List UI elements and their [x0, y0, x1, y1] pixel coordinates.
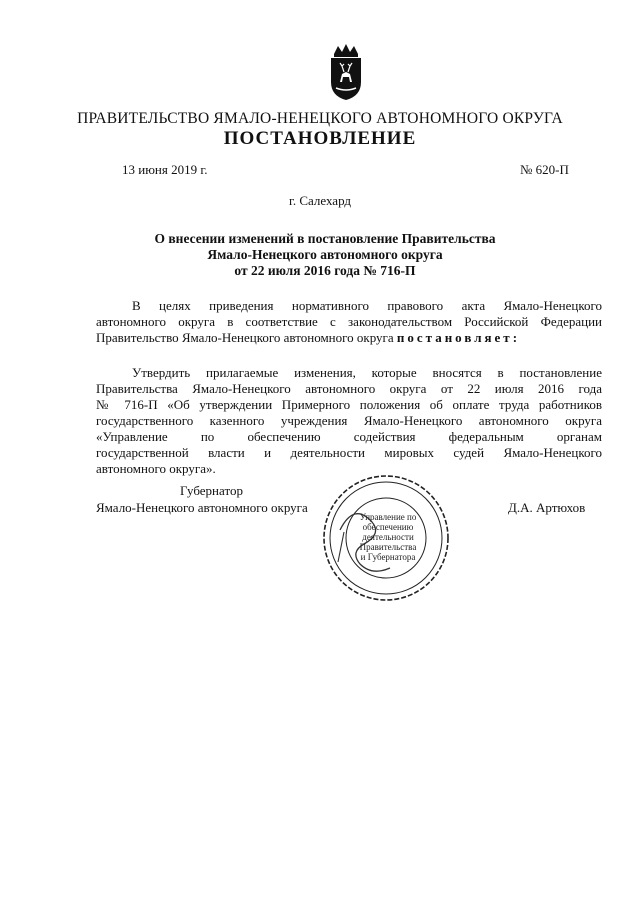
document-number: № 620-П: [520, 162, 569, 177]
paragraph-line: № 716-П «Об утверждении Примерного положения об оплате труда работников: [96, 397, 602, 412]
stamp-line: и Губернатора: [360, 552, 416, 562]
paragraph-line: автономного округа в соответствие с законодательством Российской Федерации: [96, 314, 602, 329]
paragraph-line: Утвердить прилагаемые изменения, которые вносятся в постановление: [132, 365, 602, 380]
title-line: от 22 июля 2016 года № 716-П: [234, 263, 416, 278]
title-line: Ямало-Ненецкого автономного округа: [207, 247, 443, 262]
document-title: [90, 231, 560, 279]
paragraph-line: «Управление по обеспечению содействия федеральным органам: [96, 429, 602, 444]
paragraph-line: В целях приведения нормативного правового акта Ямало-Ненецкого: [132, 298, 602, 313]
document-type: ПОСТАНОВЛЕНИЕ: [223, 128, 417, 149]
stamp-inner-text: [357, 512, 419, 562]
stamp-line: Управление по: [359, 512, 417, 522]
stamp-line: деятельности: [362, 532, 414, 542]
organization-name: ПРАВИТЕЛЬСТВО ЯМАЛО-НЕНЕЦКОГО АВТОНОМНОГО ОКРУГА: [77, 110, 563, 127]
document-city: г. Салехард: [288, 193, 352, 208]
signatory-title: Губернатор: [180, 483, 243, 498]
paragraph-preamble: [96, 298, 602, 346]
signatory-name: Д.А. Артюхов: [508, 500, 586, 515]
stamp-line: обеспечению: [362, 522, 414, 532]
paragraph-line: государственного казенного учреждения Ямало-Ненецкого автономного округа: [96, 413, 602, 428]
stamp-line: Правительства: [359, 542, 417, 552]
signatory-organization: Ямало-Ненецкого автономного округа: [96, 500, 308, 515]
decree-verb: постановляет:: [396, 330, 521, 345]
document-date: 13 июня 2019 г.: [122, 162, 208, 177]
paragraph-line: [96, 330, 602, 346]
paragraph-line: Правительства Ямало-Ненецкого автономного округа от 22 июля 2016 года: [96, 381, 602, 396]
paragraph-line: автономного округа».: [96, 461, 216, 476]
coat-of-arms-icon: [326, 42, 366, 102]
paragraph-main: [96, 365, 602, 477]
paragraph-line: государственной власти и деятельности мировых судей Ямало-Ненецкого: [96, 445, 602, 460]
title-line: О внесении изменений в постановление Правительства: [154, 231, 496, 246]
paragraph-text: Правительство Ямало-Ненецкого автономного округа: [96, 330, 394, 345]
